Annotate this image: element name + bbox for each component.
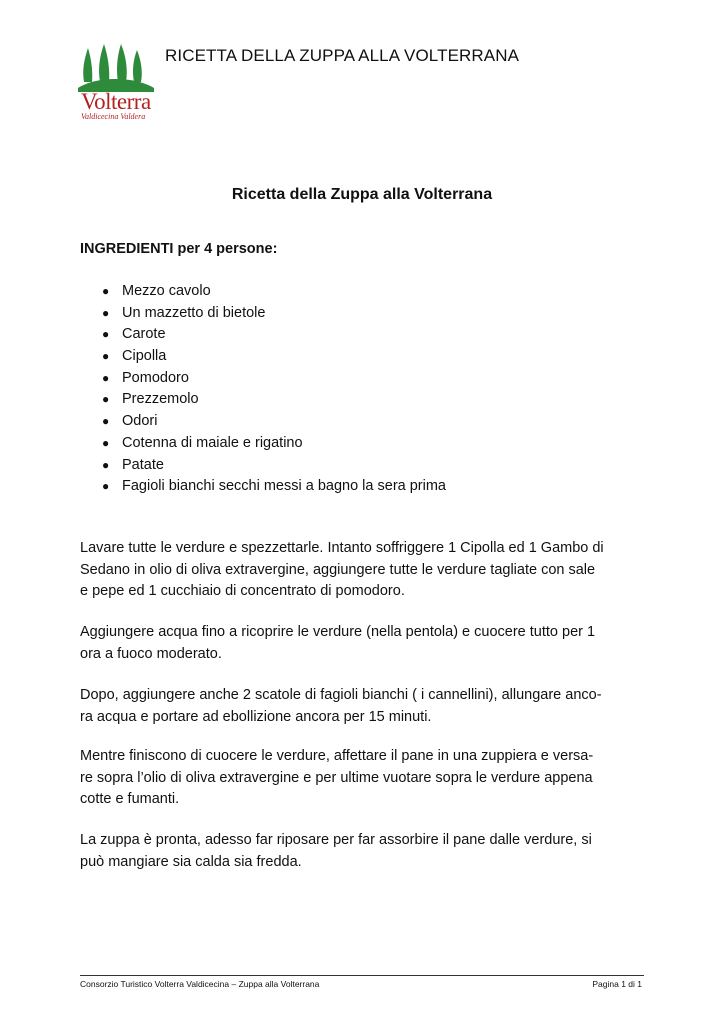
footer-divider [80, 975, 644, 976]
list-item: ● Patate [0, 455, 446, 477]
ingredients-list [0, 281, 446, 498]
bullet-icon: ● [102, 479, 110, 494]
bullet-icon: ● [102, 327, 110, 342]
bullet-icon: ● [102, 284, 110, 298]
paragraph-cooking: Aggiungere acqua fino a ricoprire le verdure (nella pentola) e cuocere tutto per 1 ora a fuoco moderato. [80, 624, 596, 662]
header-title: RICETTA DELLA ZUPPA ALLA VOLTERRANA [165, 46, 520, 65]
bullet-icon: ● [102, 435, 110, 450]
list-item: ● Prezzemolo [0, 389, 446, 411]
bullet-icon: ● [102, 370, 110, 385]
bullet-icon: ● [102, 457, 110, 472]
list-item: ● Mezzo cavolo [0, 281, 446, 303]
list-item: ● Fagioli bianchi secchi messi a bagno la sera prima [0, 476, 446, 498]
list-item: ● Carote [0, 324, 446, 346]
logo-subtitle: Valdicecina Valdera [81, 112, 146, 121]
list-item: ● Cotenna di maiale e rigatino [0, 433, 446, 455]
paragraph-preparation: Lavare tutte le verdure e spezzettarle. Intanto soffriggere 1 Cipolla ed 1 Gambo di Sedano in olio di oliva extravergine, aggiungere tutte le verdure tagliate con sale e pepe ed 1 cucchiaio di concentrato di pomodoro. [80, 540, 604, 600]
list-item: ● Pomodoro [0, 368, 446, 390]
footer-left-text: Consorzio Turistico Volterra Valdicecina – Zuppa alla Volterrana [80, 979, 320, 989]
volterra-logo [78, 42, 154, 124]
paragraph-beans: Dopo, aggiungere anche 2 scatole di fagioli bianchi ( i cannellini), allungare anco- ra acqua e portare ad ebollizione ancora per 15 minuti. [80, 687, 602, 725]
list-item: ● Cipolla [0, 346, 446, 368]
list-item: ● Un mazzetto di bietole [0, 303, 446, 325]
bullet-icon: ● [102, 392, 110, 407]
ingredients-heading: INGREDIENTI per 4 persone: [80, 241, 278, 257]
bullet-icon: ● [102, 305, 110, 320]
list-item: ● Odori [0, 411, 446, 433]
bullet-icon: ● [102, 349, 110, 364]
document-title: Ricetta della Zuppa alla Volterrana [231, 186, 493, 203]
page-number: Pagina 1 di 1 [592, 979, 642, 989]
bullet-icon: ● [102, 414, 110, 429]
cypress-trees-icon [78, 42, 154, 92]
paragraph-serving: La zuppa è pronta, adesso far riposare per far assorbire il pane dalle verdure, si può mangiare sia calda sia fredda. [80, 832, 592, 870]
paragraph-bread: Mentre finiscono di cuocere le verdure, affettare il pane in una zuppiera e versa- re sopra l’olio di oliva extravergine e per ultime vuotare sopra le verdure appena cotte e fumanti. [80, 748, 594, 808]
logo-wordmark: Volterra [81, 89, 151, 114]
